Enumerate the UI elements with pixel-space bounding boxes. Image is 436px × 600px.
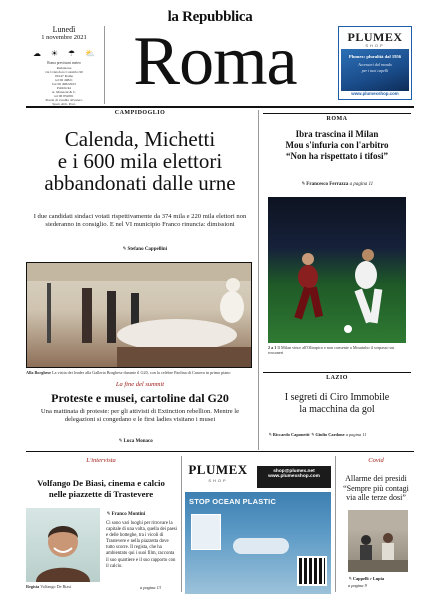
pen-icon: ✎ [310,432,315,437]
ad-line-2: Accessori dal mondo [358,62,392,67]
interview-kicker: L'intervista [86,457,116,464]
pen-icon: ✎ [122,247,127,252]
cloud-sun-icon: ⛅ [85,48,96,58]
caption-text: Volfango De Biasi [40,584,72,589]
interview-author: Franco Montini [111,512,146,517]
ad-banner: STOP OCEAN PLASTIC [189,497,277,506]
ad-brand-block [185,462,251,490]
info-block [28,66,100,106]
football-players-illustration [268,197,406,343]
ad-url[interactable]: www.plumexshop.com [351,91,399,96]
ad-contact-email[interactable]: shop@plumex.net [273,469,315,474]
column-divider-lower-1 [181,456,182,592]
de-biasi-photo [26,508,100,582]
lazio-page-ref: a pagina 11 [345,432,367,437]
pen-icon: ✎ [348,576,352,581]
ad-contacts [257,466,331,488]
masthead-rule [26,106,414,108]
ad-contact-web[interactable]: www.plumexshop.com [268,474,320,479]
interview-body: Ci sono vari luoghi per ritrovare la capitale di una volta, quella dei paesi e delle botteghe, tra i vicoli di Trastevere e nella piazzetta dove tutto scorre. Il regista, che ha ambientato qui i suoi film, racconta il suo quartiere e il suo rapporto con il calcio. [106,521,177,569]
covid-kicker: Covid [368,457,384,464]
g20-author: Luca Monaco [123,439,153,444]
g20-byline [118,438,153,444]
borghese-caption [26,370,254,375]
masthead-divider [104,26,105,104]
ad-visual [185,492,331,594]
lazio-author-1: Riccardo Caponetti [272,432,310,437]
main-dek: I due candidati sindaci votati rispettivamente da 374 mila e 220 mila elettori non siederanno in consiglio. E nel VI municipio Franco rinuncia: dimissioni [33,213,247,229]
ad-product-box [191,514,221,550]
info-line: 00147 Roma [55,74,73,78]
classroom-illustration [348,510,408,572]
pen-icon: ✎ [268,432,272,437]
info-line: tel 06 852081 [54,94,74,98]
sun-icon: ☀ [50,48,59,58]
main-headline-line: abbandonati dalle urne [44,171,236,195]
covid-author-1: Cappelli [352,576,369,581]
g20-dek: Una mattinata di proteste: per gli attivisti di Extinction rebellion. Mentre le delegazioni si congedano e le first ladies visitano i musei [40,408,240,424]
sidebar-byline [263,181,411,187]
caption-text: Il Milan vince all'Olimpico e non consente a Mourinho il sorpasso sui rossoneri [268,345,395,355]
date-day: Lunedì [52,25,76,34]
classroom-photo [348,510,408,572]
covid-headline-line: Allarme dei presidi [345,474,407,483]
interview-headline-line: nelle piazzette di Trastevere [48,489,154,499]
sidebar-headline[interactable] [263,129,411,162]
interview-photo-caption [26,584,106,589]
column-divider [258,110,259,450]
covid-author-2: Lupia [372,576,385,581]
lazio-headline[interactable] [263,392,411,416]
sculpture-illustration [27,263,252,368]
ad-brand: PLUMEX [188,462,248,477]
interview-page-ref: a pagina 13 [140,585,161,590]
covid-headline-line: “Sempre più contagi [343,483,409,493]
ad-line-3: per i tuoi capelli [361,68,389,73]
main-headline-line: Calenda, Michetti [64,127,216,151]
info-line: tel 06 49821 [55,78,73,82]
sidebar-photo-caption [268,345,408,355]
lazio-author-2: Giulio Cardone [315,432,345,437]
interview-headline[interactable] [26,478,176,500]
interview-headline-line: Volfango De Biasi, cinema e calcio [37,478,165,488]
cloud-icon: ☁ [32,48,41,58]
main-headline[interactable] [26,128,254,194]
info-line: Redazione [56,66,72,70]
main-author: Stefano Cappellini [127,247,168,252]
ad-sub: SHOP [365,43,385,48]
lazio-kicker: LAZIO [326,375,348,381]
covid-page-ref: a pagina 9 [348,583,367,588]
top-ad[interactable] [338,26,412,100]
sidebar-author: Francesco Ferrazza [306,182,349,187]
main-byline [122,246,167,252]
brand-logo[interactable]: la Repubblica [167,9,253,25]
g20-kicker: La fine del summit [115,381,165,388]
g20-headline[interactable]: Proteste e musei, cartoline dal G20 [51,391,229,405]
info-line: fax 06 49822923 [52,82,76,86]
lower-rule [26,451,414,452]
pen-icon: ✎ [300,182,306,187]
portrait-illustration [26,508,100,582]
football-photo [268,197,406,343]
ad-brand: PLUMEX [347,30,403,44]
issue-date [28,25,100,41]
date-full: 1 novembre 2021 [41,34,87,41]
lazio-headline-line: la macchina da gol [299,404,375,415]
sidebar-page-ref: a pagina 11 [349,182,374,187]
sidebar-top-rule [263,113,411,114]
ad-photo [341,49,409,91]
lazio-headline-line: I segreti di Ciro Immobile [284,392,390,403]
info-line: Sped. Abb. Post. [52,102,76,106]
ad-product-tube [233,538,289,554]
covid-byline: ✎ Cappelli e Lupia [348,576,385,581]
weather-strip [28,46,100,60]
sidebar-headline-line: Mou s'infuria con l'arbitro [285,140,389,150]
sidebar-headline-line: Ibra trascina il Milan [295,129,379,139]
info-line: Prezzi di vendita all'estero [45,98,83,102]
center-ad[interactable] [185,462,331,594]
covid-headline[interactable] [338,474,414,503]
borghese-photo [26,262,252,368]
sidebar-headline-line: “Non ha rispettato i tifosi” [286,151,388,161]
rain-icon: ☂ [67,48,76,58]
caption-lead: Regista [26,584,40,589]
ad-line-1: Plumex: pluralità dal 1956 [348,54,402,59]
info-line: A. Manzoni & C. [51,90,77,94]
interview-byline [106,511,145,517]
ad-sub: SHOP [208,478,228,483]
caption-lead: 2 a 1 [268,345,277,350]
info-line: via Cristoforo Colombo 90 [45,70,83,74]
sidebar-kicker: ROMA [326,116,348,122]
main-kicker: CAMPIDOGLIO [114,110,166,116]
caption-lead: Alla Borghese [26,370,52,375]
caption-text: La visita dei leader alla Galleria Borghese durante il G20, con la celebre Paolina di Canova in primo piano [52,370,231,375]
info-line: Pubblicità [56,86,72,90]
masthead [0,0,436,108]
lazio-top-rule [263,372,411,373]
city-title: Roma [133,23,297,100]
weather-caption: Roma previsioni meteo [47,61,81,65]
qr-code-icon[interactable] [297,556,327,586]
column-divider-lower-2 [335,456,336,592]
pen-icon: ✎ [118,439,123,444]
pen-icon: ✎ [106,512,111,517]
covid-headline-line: via alle terze dosi” [346,493,406,502]
main-headline-line: e i 600 mila elettori [57,149,223,173]
lazio-byline [268,432,413,438]
